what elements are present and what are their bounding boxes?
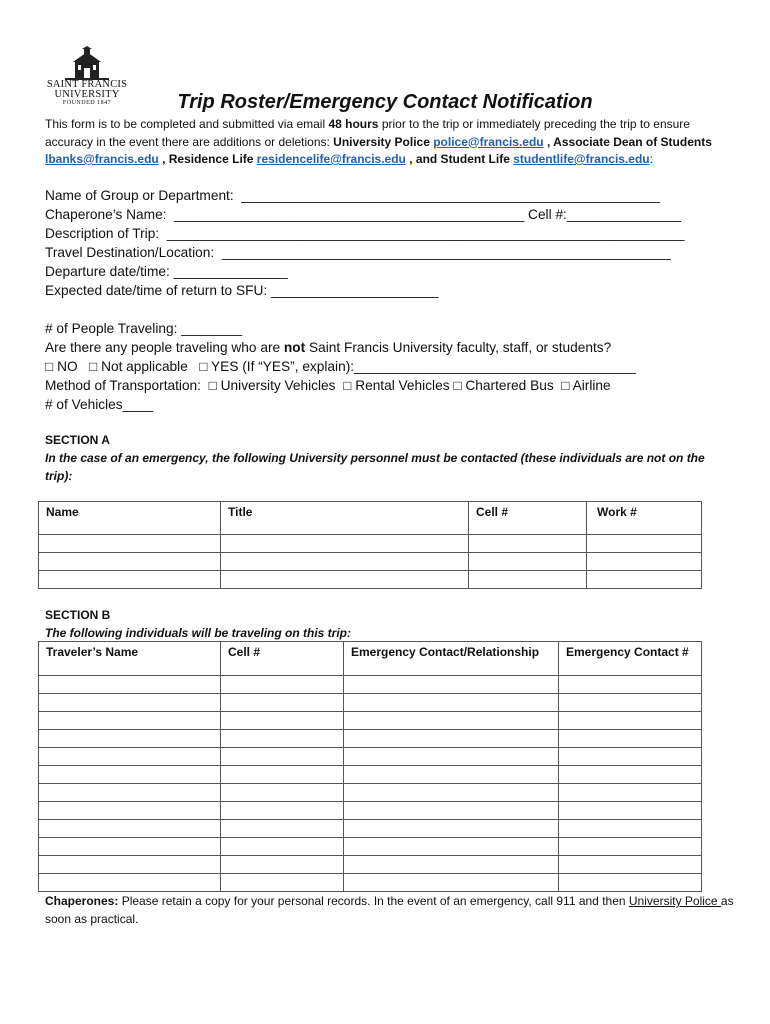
table-cell[interactable] bbox=[559, 874, 702, 892]
table-cell[interactable] bbox=[39, 676, 221, 694]
table-cell[interactable] bbox=[559, 712, 702, 730]
logo-line-1: SAINT FRANCIS bbox=[46, 79, 128, 90]
transport-method-options[interactable]: Method of Transportation: □ University Vehicles □ Rental Vehicles □ Chartered Bus □ Airline bbox=[45, 378, 611, 393]
column-header-emergency-contact: Emergency Contact/Relationship bbox=[344, 642, 559, 676]
table-cell[interactable] bbox=[559, 766, 702, 784]
police-email-link[interactable]: police@francis.edu bbox=[433, 134, 544, 149]
destination-field[interactable]: Travel Destination/Location: ___________________________________________________________ bbox=[45, 245, 671, 260]
table-row bbox=[39, 784, 702, 802]
table-cell[interactable] bbox=[221, 784, 344, 802]
table-cell[interactable] bbox=[344, 766, 559, 784]
footer-text-1: Please retain a copy for your personal records. In the event of an emergency, call 911 and then bbox=[118, 894, 629, 908]
table-cell[interactable] bbox=[39, 553, 221, 571]
table-cell[interactable] bbox=[344, 712, 559, 730]
table-row bbox=[39, 820, 702, 838]
residence-label: , Residence Life bbox=[158, 152, 257, 166]
table-cell[interactable] bbox=[39, 712, 221, 730]
section-b-heading: SECTION B bbox=[45, 608, 111, 622]
table-cell[interactable] bbox=[559, 748, 702, 766]
table-cell[interactable] bbox=[39, 856, 221, 874]
table-row bbox=[39, 553, 702, 571]
student-life-email-link[interactable]: studentlife@francis.edu bbox=[513, 152, 650, 166]
table-cell[interactable] bbox=[559, 730, 702, 748]
footer-text-2: as soon as practical. bbox=[45, 894, 734, 926]
column-header-cell: Cell # bbox=[469, 502, 587, 535]
table-row bbox=[39, 856, 702, 874]
intro-end: : bbox=[649, 152, 653, 166]
table-cell[interactable] bbox=[587, 571, 702, 589]
table-cell[interactable] bbox=[344, 820, 559, 838]
table-row bbox=[39, 676, 702, 694]
table-cell[interactable] bbox=[221, 730, 344, 748]
nonaffiliated-question bbox=[45, 338, 611, 357]
nonaffiliated-options[interactable]: □ NO □ Not applicable □ YES (If “YES”, explain):_____________________________________ bbox=[45, 359, 636, 374]
intro-hours: 48 hours bbox=[328, 117, 379, 131]
intro-paragraph bbox=[45, 116, 735, 169]
table-cell[interactable] bbox=[221, 712, 344, 730]
residence-email-link[interactable]: residencelife@francis.edu bbox=[256, 152, 406, 166]
table-cell[interactable] bbox=[344, 784, 559, 802]
table-cell[interactable] bbox=[344, 874, 559, 892]
table-row bbox=[39, 802, 702, 820]
table-cell[interactable] bbox=[39, 874, 221, 892]
intro-text-2: prior to the trip or immediately preceding the trip to ensure accuracy in the event there are additions or deletions: bbox=[45, 117, 690, 149]
page-title: Trip Roster/Emergency Contact Notification bbox=[177, 91, 593, 113]
table-cell[interactable] bbox=[559, 694, 702, 712]
footer-label: Chaperones: bbox=[45, 894, 119, 908]
table-row bbox=[39, 571, 702, 589]
table-cell[interactable] bbox=[221, 535, 469, 553]
section-a-instruction: In the case of an emergency, the following University personnel must be contacted (these individuals are not on the trip): bbox=[45, 451, 705, 483]
table-cell[interactable] bbox=[221, 874, 344, 892]
departure-field[interactable]: Departure date/time: _______________ bbox=[45, 264, 288, 279]
table-row bbox=[39, 712, 702, 730]
table-cell[interactable] bbox=[559, 676, 702, 694]
table-cell[interactable] bbox=[559, 820, 702, 838]
table-cell[interactable] bbox=[39, 694, 221, 712]
column-header-work: Work # bbox=[587, 502, 702, 535]
table-cell[interactable] bbox=[344, 676, 559, 694]
table-cell[interactable] bbox=[39, 766, 221, 784]
column-header-name: Name bbox=[39, 502, 221, 535]
vehicle-count-field[interactable]: # of Vehicles____ bbox=[45, 397, 154, 412]
table-cell[interactable] bbox=[221, 838, 344, 856]
chaperone-name-field[interactable]: Chaperone’s Name: ______________________________________________ Cell #:_______________ bbox=[45, 207, 682, 222]
people-count-field[interactable]: # of People Traveling: ________ bbox=[45, 321, 243, 336]
table-cell[interactable] bbox=[221, 676, 344, 694]
table-cell[interactable] bbox=[221, 766, 344, 784]
column-header-traveler-name: Traveler’s Name bbox=[39, 642, 221, 676]
table-cell[interactable] bbox=[39, 748, 221, 766]
nonaffiliated-pre: Are there any people traveling who are bbox=[45, 340, 284, 355]
university-police-link[interactable]: University Police bbox=[628, 894, 721, 908]
table-cell[interactable] bbox=[559, 784, 702, 802]
dean-label: , Associate Dean of Students bbox=[543, 134, 712, 149]
table-cell[interactable] bbox=[469, 535, 587, 553]
group-name-field[interactable]: Name of Group or Department: _______________________________________________________ bbox=[45, 188, 660, 203]
table-cell[interactable] bbox=[344, 856, 559, 874]
table-cell[interactable] bbox=[469, 553, 587, 571]
column-header-cell: Cell # bbox=[221, 642, 344, 676]
table-cell[interactable] bbox=[221, 748, 344, 766]
table-cell[interactable] bbox=[221, 802, 344, 820]
table-cell[interactable] bbox=[39, 730, 221, 748]
table-row bbox=[39, 766, 702, 784]
table-cell[interactable] bbox=[221, 571, 469, 589]
trip-description-field[interactable]: Description of Trip: ____________________________________________________________________ bbox=[45, 226, 685, 241]
table-cell[interactable] bbox=[221, 694, 344, 712]
chapel-icon bbox=[65, 46, 109, 80]
table-row bbox=[39, 535, 702, 553]
return-field[interactable]: Expected date/time of return to SFU: ______________________ bbox=[45, 283, 439, 298]
table-row bbox=[39, 838, 702, 856]
police-label: University Police bbox=[333, 134, 434, 149]
table-header-row bbox=[39, 642, 702, 676]
table-cell[interactable] bbox=[559, 802, 702, 820]
table-cell[interactable] bbox=[39, 820, 221, 838]
column-header-emergency-number: Emergency Contact # bbox=[559, 642, 702, 676]
table-cell[interactable] bbox=[559, 838, 702, 856]
table-cell[interactable] bbox=[39, 802, 221, 820]
column-header-title: Title bbox=[221, 502, 469, 535]
nonaffiliated-post: Saint Francis University faculty, staff, or students? bbox=[305, 340, 612, 355]
table-cell[interactable] bbox=[344, 694, 559, 712]
logo-line-2: UNIVERSITY bbox=[54, 89, 120, 100]
dean-email-link[interactable]: lbanks@francis.edu bbox=[45, 152, 159, 166]
table-row bbox=[39, 694, 702, 712]
table-row bbox=[39, 730, 702, 748]
table-cell[interactable] bbox=[39, 838, 221, 856]
footer-note bbox=[45, 893, 735, 928]
nonaffiliated-bold: not bbox=[283, 340, 306, 355]
table-cell[interactable] bbox=[221, 856, 344, 874]
table-row bbox=[39, 874, 702, 892]
table-cell[interactable] bbox=[344, 838, 559, 856]
intro-text-1: This form is to be completed and submitted via email bbox=[45, 117, 329, 131]
table-cell[interactable] bbox=[469, 571, 587, 589]
university-personnel-table bbox=[38, 501, 702, 589]
table-cell[interactable] bbox=[39, 535, 221, 553]
student-life-label: , and Student Life bbox=[405, 152, 514, 166]
table-cell[interactable] bbox=[344, 730, 559, 748]
logo-line-3: FOUNDED 1847 bbox=[62, 100, 112, 106]
table-row bbox=[39, 748, 702, 766]
table-cell[interactable] bbox=[587, 535, 702, 553]
travelers-table bbox=[38, 641, 702, 892]
section-b-instruction: The following individuals will be traveling on this trip: bbox=[45, 626, 352, 640]
table-cell[interactable] bbox=[344, 802, 559, 820]
section-a-heading: SECTION A bbox=[45, 433, 110, 447]
table-cell[interactable] bbox=[39, 571, 221, 589]
table-cell[interactable] bbox=[39, 784, 221, 802]
table-cell[interactable] bbox=[221, 553, 469, 571]
table-cell[interactable] bbox=[587, 553, 702, 571]
table-cell[interactable] bbox=[559, 856, 702, 874]
table-header-row bbox=[39, 502, 702, 535]
table-cell[interactable] bbox=[344, 748, 559, 766]
table-cell[interactable] bbox=[221, 820, 344, 838]
